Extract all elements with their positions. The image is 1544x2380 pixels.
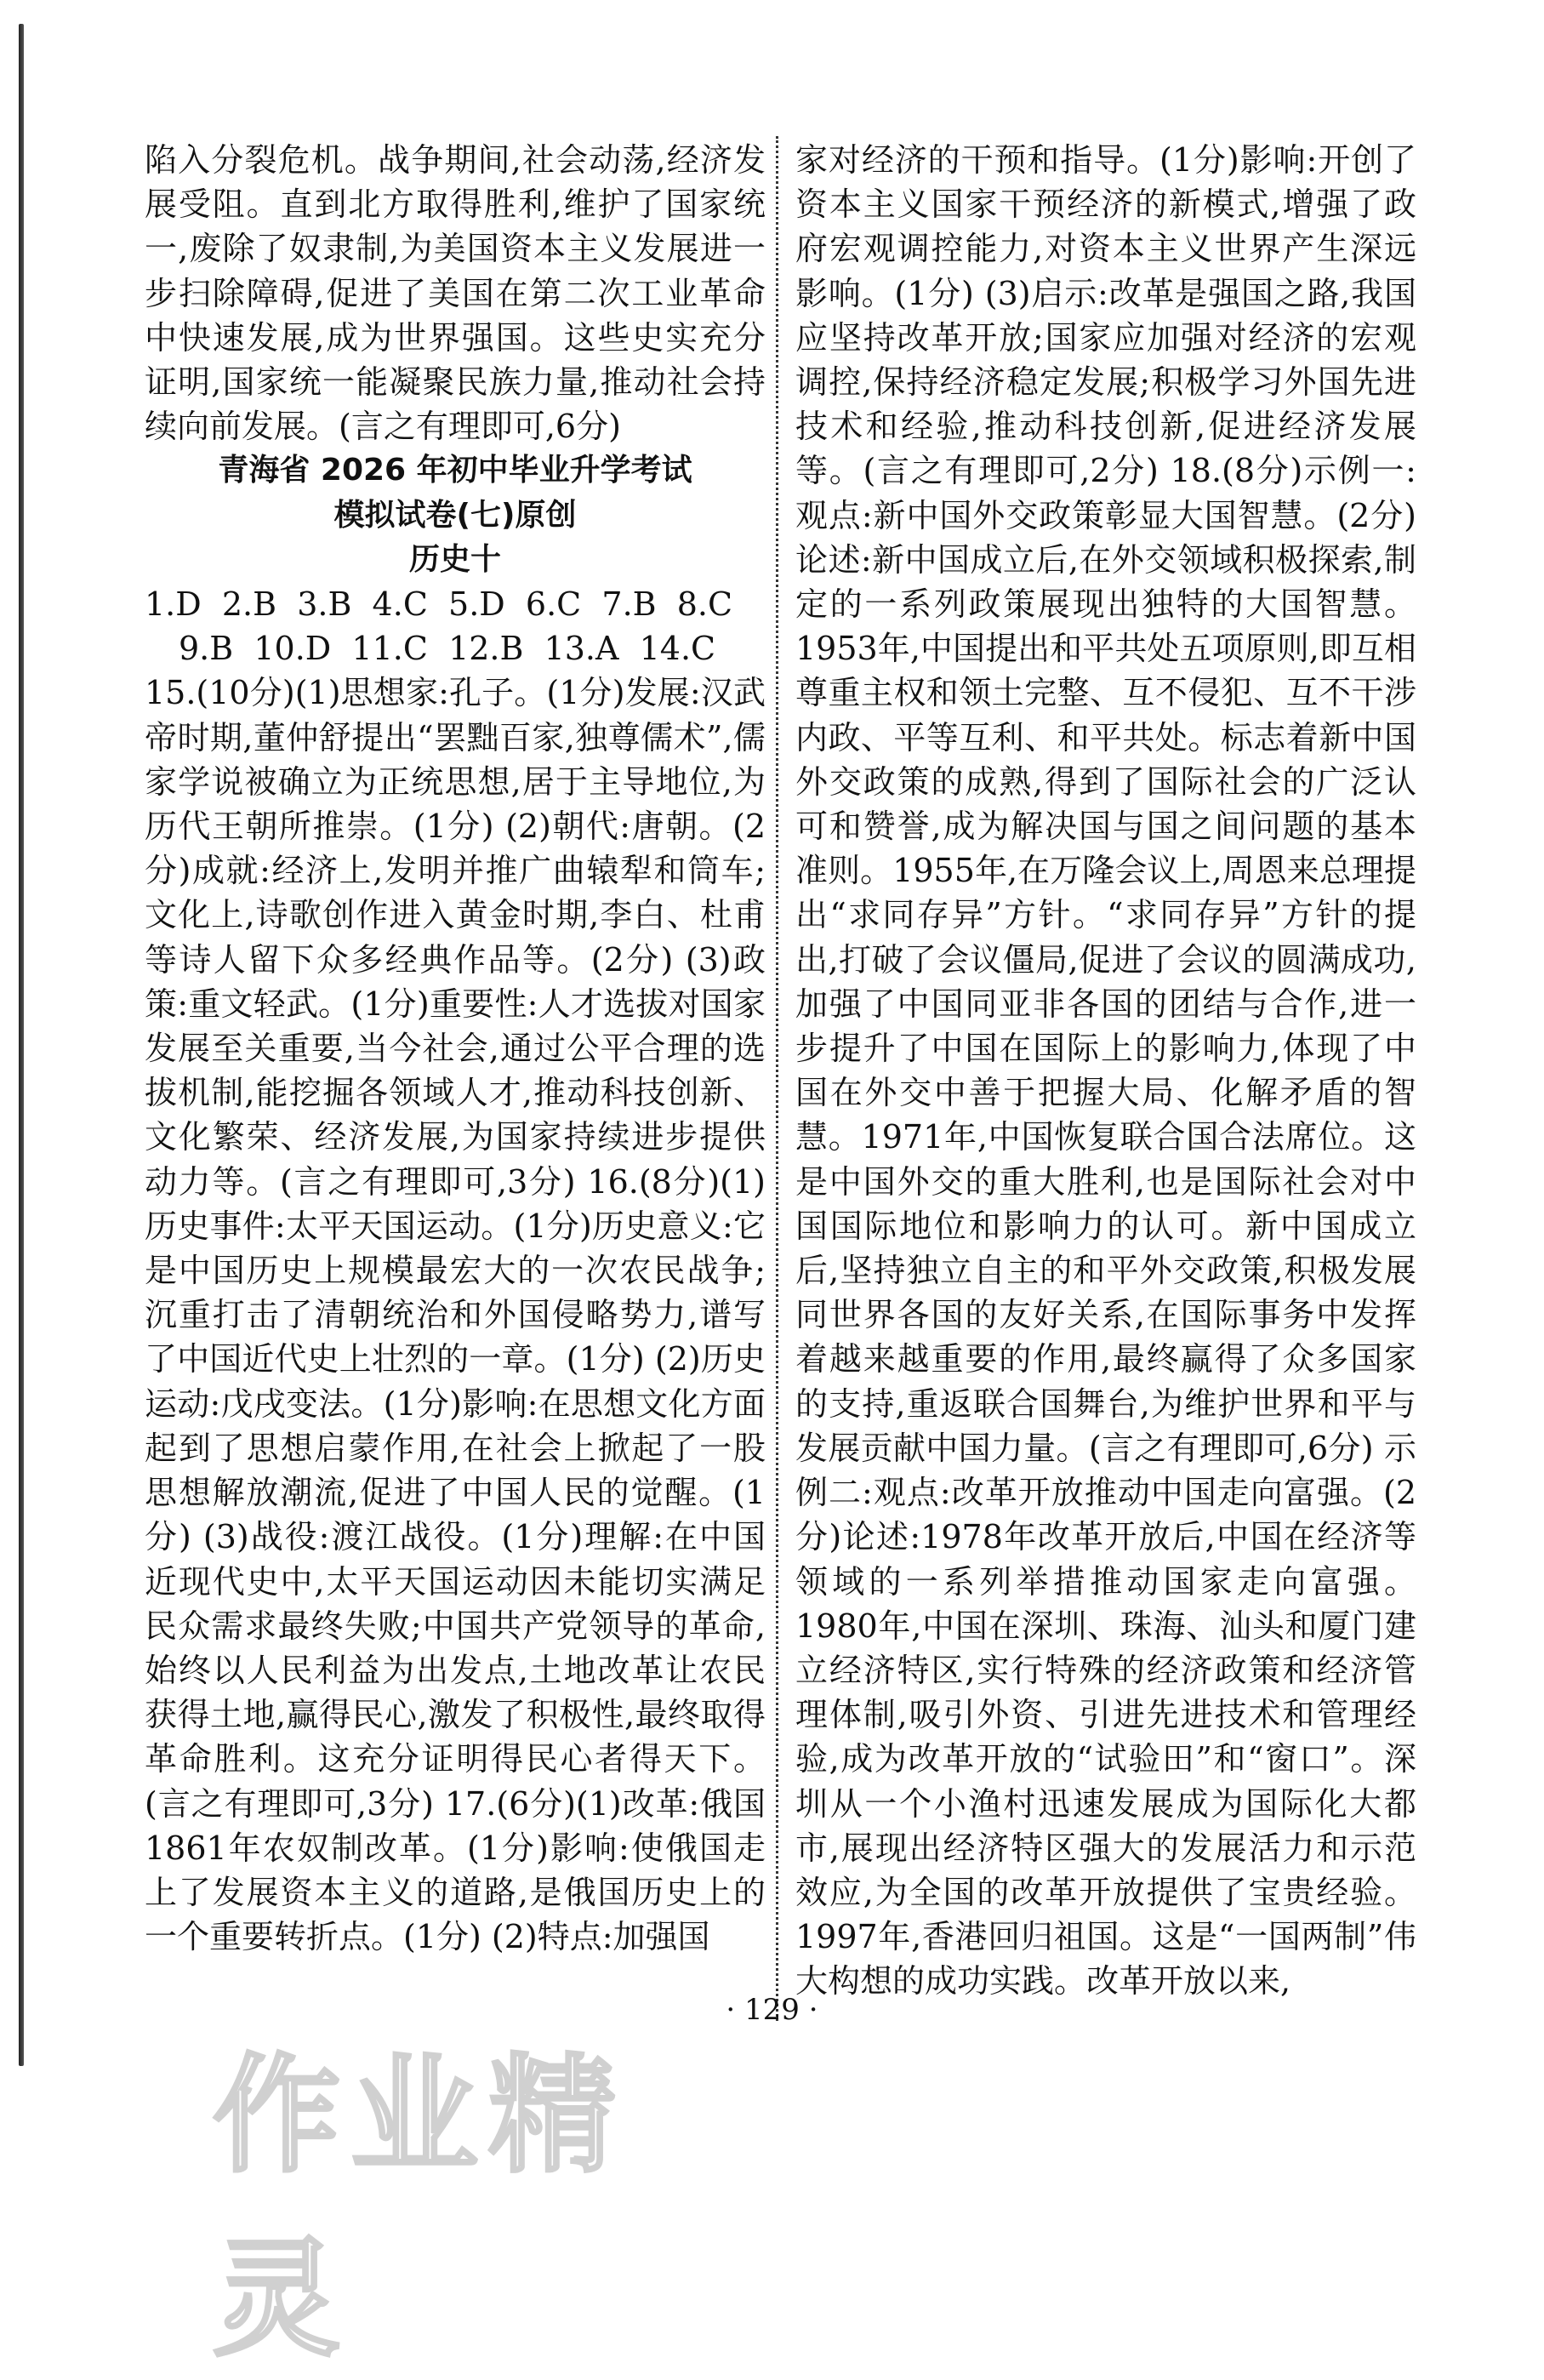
column-divider — [776, 136, 778, 2021]
left-paragraph-2: 15.(10分)(1)思想家:孔子。(1分)发展:汉武帝时期,董仲舒提出“罢黜百家,独尊儒术”,儒家学说被确立为正统思想,居于主导地位,为历代王朝所推崇。(1分) (2)朝代:唐朝。(2分)成就:经济上,发明并推广曲辕犁和筒车;文化上,诗歌创作进入黄金时期,李白、杜甫等诗人留下众多经典作品等。(2分) (3)政策:重文轻武。(1分)重要性:人才选拔对国家发展至关重要,当今社会,通过公平合理的选拔机制,能挖掘各领域人才,推动科技创新、文化繁荣、经济发展,为国家持续进步提供动力等。(言之有理即可,3分) 16.(8分)(1)历史事件:太平天国运动。(1分)历史意义:它是中国历史上规模最宏大的一次农民战争;沉重打击了清朝统治和外国侵略势力,谱写了中国近代史上壮烈的一章。(1分) (2)历史运动:戊戌变法。(1分)影响:在思想文化方面起到了思想启蒙作用,在社会上掀起了一股思想解放潮流,促进了中国人民的觉醒。(1分) (3)战役:渡江战役。(1分)理解:在中国近现代史中,太平天国运动因未能切实满足民众需求最终失败;中国共产党领导的革命,始终以人民利益为出发点,土地改革让农民获得土地,赢得民心,激发了积极性,最终取得革命胜利。这充分证明得民心者得天下。(言之有理即可,3分) 17.(6分)(1)改革:俄国1861年农奴制改革。(1分)影响:使俄国走上了发展资本主义的道路,是俄国历史上的一个重要转折点。(1分) (2)特点:加强国 — [145, 674, 766, 1956]
exam-subtitle: 模拟试卷(七)原创 — [333, 497, 577, 533]
choice-answers-1: 1.D 2.B 3.B 4.C 5.D 6.C 7.B 8.C — [145, 585, 733, 624]
choice-answers-2: 9.B 10.D 11.C 12.B 13.A 14.C — [179, 630, 716, 668]
subject-title: 历史十 — [408, 541, 501, 577]
page-number: · 129 · — [726, 1993, 818, 2027]
right-column — [795, 138, 1416, 2004]
watermark: 作业精灵 — [213, 2042, 627, 2374]
left-column — [145, 138, 766, 1959]
binding-edge — [19, 24, 24, 2066]
right-paragraph-1: 家对经济的干预和指导。(1分)影响:开创了资本主义国家干预经济的新模式,增强了政府宏观调控能力,对资本主义世界产生深远影响。(1分) (3)启示:改革是强国之路,我国应坚持改革开放;国家应加强对经济的宏观调控,保持经济稳定发展;积极学习外国先进技术和经验,推动科技创新,促进经济发展等。(言之有理即可,2分) 18.(8分)示例一:观点:新中国外交政策彰显大国智慧。(2分)论述:新中国成立后,在外交领域积极探索,制定的一系列政策展现出独特的大国智慧。1953年,中国提出和平共处五项原则,即互相尊重主权和领土完整、互不侵犯、互不干涉内政、平等互利、和平共处。标志着新中国外交政策的成熟,得到了国际社会的广泛认可和赞誉,成为解决国与国之间问题的基本准则。1955年,在万隆会议上,周恩来总理提出“求同存异”方针。“求同存异”方针的提出,打破了会议僵局,促进了会议的圆满成功,加强了中国同亚非各国的团结与合作,进一步提升了中国在国际上的影响力,体现了中国在外交中善于把握大局、化解矛盾的智慧。1971年,中国恢复联合国合法席位。这是中国外交的重大胜利,也是国际社会对中国国际地位和影响力的认可。新中国成立后,坚持独立自主的和平外交政策,积极发展同世界各国的友好关系,在国际事务中发挥着越来越重要的作用,最终赢得了众多国家的支持,重返联合国舞台,为维护世界和平与发展贡献中国力量。(言之有理即可,6分) 示例二:观点:改革开放推动中国走向富强。(2分)论述:1978年改革开放后,中国在经济等领域的一系列举措推动国家走向富强。1980年,中国在深圳、珠海、汕头和厦门建立经济特区,实行特殊的经济政策和经济管理体制,吸引外资、引进先进技术和管理经验,成为改革开放的“试验田”和“窗口”。深圳从一个小渔村迅速发展成为国际化大都市,展现出经济特区强大的发展活力和示范效应,为全国的改革开放提供了宝贵经验。1997年,香港回归祖国。这是“一国两制”伟大构想的成功实践。改革开放以来, — [795, 141, 1416, 2000]
exam-title: 青海省 2026 年初中毕业升学考试 — [218, 453, 692, 488]
left-paragraph-1: 陷入分裂危机。战争期间,社会动荡,经济发展受阻。直到北方取得胜利,维护了国家统一,废除了奴隶制,为美国资本主义发展进一步扫除障碍,促进了美国在第二次工业革命中快速发展,成为世界强国。这些史实充分证明,国家统一能凝聚民族力量,推动社会持续向前发展。(言之有理即可,6分) — [145, 141, 766, 446]
